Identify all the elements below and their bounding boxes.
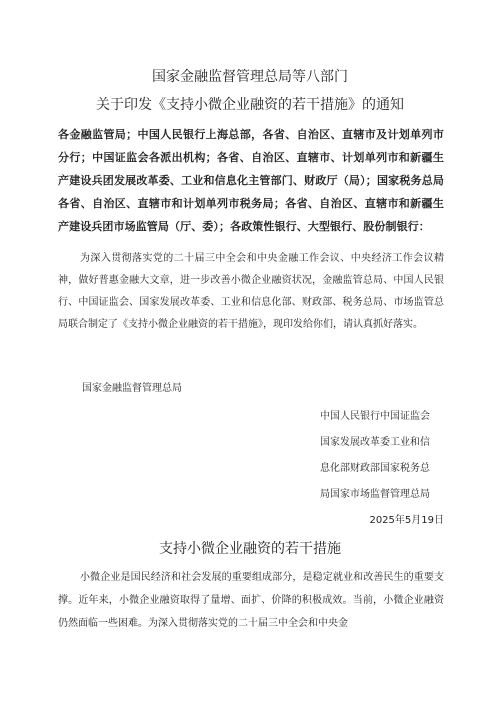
- measures-title: 支持小微企业融资的若干措施: [159, 541, 341, 557]
- signature-line: 国家发展改革委工业和信: [320, 437, 430, 448]
- notice-title: 关于印发《支持小微企业融资的若干措施》的通知: [96, 97, 404, 113]
- signature-date: 2025年5月19日: [369, 515, 444, 526]
- issuer-heading: 国家金融监督管理总局等八部门: [152, 69, 348, 85]
- notice-body-paragraph: 为深入贯彻落实党的二十届三中全会和中央金融工作会议、中央经济工作会议精神，做好普惠金融大文章，进一步改善小微企业融资状况，金融监管总局、中国人民银行、中国证监会、国家发展改革委、工业和信息化部、财政部、税务总局、市场监管总局联合制定了《支持小微企业融资的若干措施》，现印发给你们，请认真抓好落实。: [58, 253, 444, 330]
- signature-issuer: 国家金融监督管理总局: [82, 383, 182, 394]
- signature-line: 息化部财政部国家税务总: [320, 463, 430, 474]
- addressees-paragraph: 各金融监管局；中国人民银行上海总部，各省、自治区、直辖市及计划单列市分行；中国证监会各派出机构；各省、自治区、直辖市、计划单列市和新疆生产建设兵团发展改革委、工业和信息化主管部门、财政厅（局）；国家税务总局各省、自治区、直辖市和计划单列市税务局；各省、自治区、直辖市和新疆生产建设兵团市场监管局（厅、委）；各政策性银行、大型银行、股份制银行：: [58, 128, 444, 233]
- measures-body-paragraph: 小微企业是国民经济和社会发展的重要组成部分，是稳定就业和改善民生的重要支撑。近年来，小微企业融资取得了量增、面扩、价降的积极成效。当前，小微企业融资仍然面临一些困难。为深入贯彻落实党的二十届三中全会和中央金: [58, 572, 444, 629]
- signature-line: 中国人民银行中国证监会: [320, 411, 430, 422]
- signature-line: 局国家市场监督管理总局: [320, 489, 430, 500]
- signature-co-issuers: [320, 404, 444, 508]
